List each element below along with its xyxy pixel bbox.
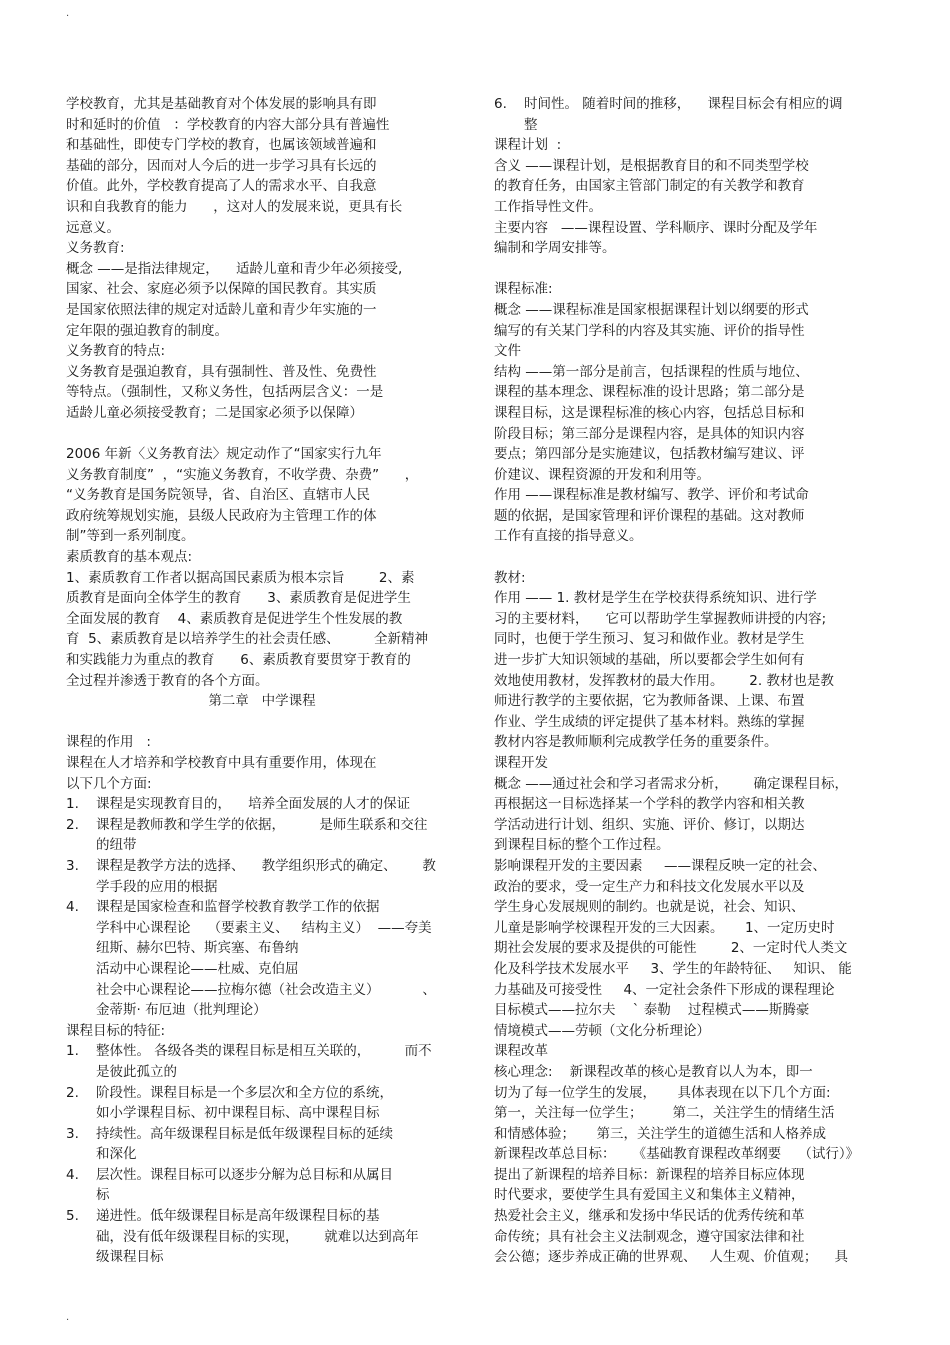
item-line: 课程是实现教育目的， 培养全面发展的人才的保证	[96, 796, 411, 813]
text-line: 课程的作用 :	[66, 734, 151, 751]
text-line: 命传统；具有社会主义法制观念，遵守国家法律和社	[494, 1228, 805, 1245]
text-line: 作业、学生成绩的评定提供了基本材料。熟练的掌握	[494, 713, 805, 730]
item-number: 3.	[66, 1125, 79, 1142]
left-column	[66, 94, 458, 1268]
text-line: 全过程并渗透于教育的各个方面。	[66, 672, 269, 689]
chapter-heading: 第二章 中学课程	[208, 693, 316, 710]
text-line: 作用 ——课程标准是教材编写、教学、评价和考试命	[494, 487, 809, 504]
item-line: 标	[96, 1187, 110, 1204]
text-line: 课程的基本理念、课程标准的设计思路；第二部分是	[494, 384, 805, 401]
text-line: 2006 年新〈义务教育法〉规定动作了“国家实行九年	[66, 446, 382, 463]
item-number: 6.	[494, 96, 507, 112]
text-line: 含义 ——课程计划，是根据教育目的和不同类型学校	[494, 157, 809, 174]
text-line: 和情感体验； 第三，关注学生的道德生活和人格养成	[494, 1125, 826, 1142]
text-line: 全面发展的教育 4、素质教育是促进学生个性发展的教	[66, 610, 403, 627]
text-line: 课程计划 :	[494, 137, 562, 154]
numbered-item	[66, 794, 458, 815]
text-line: 国家、社会、家庭必须予以保障的国民教育。其实质	[66, 281, 377, 298]
text-line: 新课程改革总目标： 《基础教育课程改革纲要 （试行）》	[494, 1146, 860, 1163]
text-line: 等特点。（强制性，又称义务性，包括两层含义：一是	[66, 384, 384, 401]
item-line: 学手段的应用的根据	[96, 878, 218, 895]
text-line: 义务教育制度” ，“实施义务教育，不收学费、杂费” ，	[66, 466, 419, 483]
text-line: 课程目标的特征:	[66, 1022, 166, 1039]
item-line: 是彼此孤立的	[96, 1063, 177, 1080]
text-line: 编制和学周安排等。	[494, 240, 616, 257]
text-line: 定年限的强迫教育的制度。	[66, 322, 228, 339]
numbered-item	[66, 1083, 458, 1124]
text-line: 再根据这一目标选择某一个学科的教学内容和相关教	[494, 796, 805, 813]
text-line: 力基础及可接受性 4、一定社会条件下形成的课程理论	[494, 981, 835, 998]
item-number: 4.	[66, 1166, 79, 1183]
item-line: 金蒂斯· 布厄迪（批判理论）	[96, 1002, 267, 1019]
item-line: 活动中心课程论——杜威、克伯屈	[96, 960, 299, 977]
text-line: 影响课程开发的主要因素 ——课程反映一定的社会、	[494, 857, 826, 874]
text-line: 时代要求，要使学生具有爱国主义和集体主义精神，	[494, 1187, 805, 1204]
text-line: 会公德；逐步养成正确的世界观、 人生观、价值观； 具	[494, 1249, 849, 1266]
text-line: 教材内容是教师顺利完成教学任务的重要条件。	[494, 734, 778, 751]
item-number: 3.	[66, 857, 79, 874]
text-line: 作用 —— 1. 教材是学生在学校获得系统知识、进行学	[494, 590, 817, 607]
blank-line	[494, 547, 886, 568]
text-line: 情境模式——劳顿（文化分析理论）	[494, 1022, 710, 1039]
text-line: 的教育任务，由国家主管部门制定的有关教学和教育	[494, 178, 805, 195]
item-number: 2.	[66, 1084, 79, 1101]
text-line: 编写的有关某门学科的内容及其实施、评价的指导性	[494, 322, 805, 339]
text-line: 课程目标，这是课程标准的核心内容，包括总目标和	[494, 404, 805, 421]
item-line: 如小学课程目标、初中课程目标、高中课程目标	[96, 1105, 380, 1122]
text-line: 义务教育:	[66, 240, 125, 257]
item-body	[96, 897, 458, 1021]
text-line: 和实践能力为重点的教育 6、素质教育要贯穿于教育的	[66, 652, 411, 669]
text-line: 期社会发展的要求及提供的可能性 2、一定时代人类文	[494, 940, 848, 957]
item-line: 础，没有低年级课程目标的实现， 就难以达到高年	[96, 1228, 419, 1245]
text-line: 阶段目标；第三部分是课程内容，是具体的知识内容	[494, 425, 805, 442]
text-line: 文件	[494, 343, 521, 360]
blank-line	[66, 712, 458, 733]
text-line: 育 5、素质教育是以培养学生的社会责任感、 全新精神	[66, 631, 429, 648]
text-line: 价值。此外，学校教育提高了人的需求水平、自我意	[66, 178, 377, 195]
item-line: 和深化	[96, 1146, 137, 1163]
item-number: 5.	[66, 1208, 79, 1225]
text-line: 工作有直接的指导意义。	[494, 528, 643, 545]
item-body	[96, 815, 458, 856]
text-line: 热爱社会主义，继承和发扬中华民话的优秀传统和革	[494, 1208, 805, 1225]
item-body	[524, 94, 886, 135]
page-bottom-mark: .	[66, 1312, 70, 1323]
text-line: 政治的要求，受一定生产力和科技文化发展水平以及	[494, 878, 805, 895]
numbered-item	[66, 856, 458, 897]
item-body	[96, 794, 458, 815]
item-line: 级课程目标	[96, 1249, 164, 1266]
text-line: 学生身心发展规则的制约。也就是说，社会、知识、	[494, 899, 805, 916]
text-line: 效地使用教材，发挥教材的最大作用。 2. 教材也是教	[494, 672, 834, 689]
text-line: 政府统筹规划实施，县级人民政府为主管理工作的体	[66, 507, 377, 524]
item-line: 学科中心课程论 （要素主义、 结构主义） ——夸美	[96, 919, 432, 936]
text-line: “义务教育是国务院领导，省、自治区、直辖市人民	[66, 487, 370, 504]
text-line: 进一步扩大知识领域的基础，所以要都会学生如何有	[494, 652, 805, 669]
item-number: 2.	[66, 816, 79, 833]
text-line: 概念 ——通过社会和学习者需求分析， 确定课程目标，	[494, 775, 849, 792]
text-line: 适龄儿童必须接受教育；二是国家必须予以保障）	[66, 404, 363, 421]
text-line: 目标模式——拉尔夫 ` 泰勒 过程模式——斯腾豪	[494, 1002, 810, 1019]
text-line: 义务教育的特点:	[66, 343, 166, 360]
item-body	[96, 1206, 458, 1268]
text-line: 远意义。	[66, 219, 120, 236]
item-line: 递进性。低年级课程目标是高年级课程目标的基	[96, 1208, 380, 1225]
text-line: 提出了新课程的培养目标：新课程的培养目标应体现	[494, 1166, 805, 1183]
blank-line	[494, 259, 886, 280]
item-number: 1.	[66, 796, 79, 813]
item-line: 社会中心课程论——拉梅尔德（社会改造主义） 、	[96, 981, 436, 998]
numbered-item	[66, 1165, 458, 1206]
text-line: 教材:	[494, 569, 526, 586]
text-line: 同时，也便于学生预习、复习和做作业。教材是学生	[494, 631, 805, 648]
text-line: 课程标准:	[494, 281, 553, 298]
text-line: 义务教育是强迫教育，具有强制性、普及性、免费性	[66, 363, 377, 380]
item-body	[96, 1124, 458, 1165]
text-line: 习的主要材料， 它可以帮助学生掌握教师讲授的内容;	[494, 610, 827, 627]
right-column	[494, 94, 886, 1268]
text-line: 和基础性，即使专门学校的教育，也属该领域普遍和	[66, 137, 377, 154]
item-body	[96, 1165, 458, 1206]
item-line: 持续性。高年级课程目标是低年级课程目标的延续	[96, 1125, 393, 1142]
blank-line	[66, 424, 458, 445]
numbered-item	[66, 1124, 458, 1165]
text-line: 学校教育，尤其是基础教育对个体发展的影响具有即	[66, 96, 377, 112]
item-body	[96, 1041, 458, 1082]
text-line: 题的依据，是国家管理和评价课程的基础。这对教师	[494, 507, 805, 524]
item-line: 课程是国家检查和监督学校教育教学工作的依据	[96, 899, 380, 916]
text-line: 主要内容 ——课程设置、学科顺序、课时分配及学年	[494, 219, 818, 236]
item-number: 4.	[66, 899, 79, 916]
item-number: 1.	[66, 1043, 79, 1060]
item-line: 阶段性。课程目标是一个多层次和全方位的系统，	[96, 1084, 393, 1101]
numbered-item	[66, 1041, 458, 1082]
text-line: 切为了每一位学生的发展， 具体表现在以下几个方面:	[494, 1084, 831, 1101]
item-body	[96, 1083, 458, 1124]
text-line: 质教育是面向全体学生的教育 3、素质教育是促进学生	[66, 590, 411, 607]
text-line: 到课程目标的整个工作过程。	[494, 837, 670, 854]
text-line: 概念 ——课程标准是国家根据课程计划以纲要的形式	[494, 301, 809, 318]
text-line: 基础的部分，因而对人今后的进一步学习具有长远的	[66, 157, 377, 174]
item-line: 时间性。 随着时间的推移， 课程目标会有相应的调	[524, 96, 843, 112]
text-line: 课程改革	[494, 1043, 548, 1060]
text-line: 课程在人才培养和学校教育中具有重要作用，体现在	[66, 755, 377, 771]
item-line: 课程是教师教和学生学的依据， 是师生联系和交往	[96, 816, 428, 833]
text-line: 1、素质教育工作者以据高国民素质为根本宗旨 2、素	[66, 569, 415, 586]
item-line: 纽斯、赫尔巴特、斯宾塞、布鲁纳	[96, 940, 299, 957]
text-line: 学活动进行计划、组织、实施、评价、修订，以期达	[494, 816, 805, 833]
text-line: 是国家依照法律的规定对适龄儿童和青少年实施的一	[66, 301, 377, 318]
text-line: 核心理念: 新课程改革的核心是教育以人为本，即一	[494, 1063, 813, 1080]
text-line: 价建议、课程资源的开发和利用等。	[494, 466, 710, 483]
item-body	[96, 856, 458, 897]
text-line: 第一，关注每一位学生； 第二，关注学生的情绪生活	[494, 1105, 835, 1122]
numbered-item	[66, 897, 458, 1021]
text-line: 结构 ——第一部分是前言，包括课程的性质与地位、	[494, 363, 809, 380]
text-line: 工作指导性文件。	[494, 198, 602, 215]
text-line: 要点；第四部分是实施建议，包括教材编写建议、评	[494, 446, 805, 463]
text-line: 概念 ——是指法律规定， 适龄儿童和青少年必须接受,	[66, 260, 403, 277]
text-line: 以下几个方面:	[66, 775, 152, 792]
page-top-mark: .	[66, 8, 70, 19]
text-line: 时和延时的价值 ：学校教育的内容大部分具有普遍性	[66, 116, 390, 133]
item-line: 层次性。课程目标可以逐步分解为总目标和从属目	[96, 1166, 393, 1183]
numbered-item	[66, 815, 458, 856]
item-line: 的纽带	[96, 837, 137, 854]
item-line: 课程是教学方法的选择、 教学组织形式的确定、 教	[96, 857, 436, 874]
text-line: 儿童是影响学校课程开发的三大因素。 1、一定历史时	[494, 919, 835, 936]
item-line: 整体性。 各级各类的课程目标是相互关联的， 而不	[96, 1043, 432, 1060]
item-line: 整	[524, 116, 538, 133]
numbered-item	[494, 94, 886, 135]
numbered-item	[66, 1206, 458, 1268]
text-line: 素质教育的基本观点:	[66, 549, 193, 566]
text-line: 课程开发	[494, 755, 548, 771]
text-line: 制”等到一系列制度。	[66, 528, 195, 545]
text-line: 师进行教学的主要依据，它为教师备课、上课、布置	[494, 693, 805, 710]
text-line: 识和自我教育的能力 ，这对人的发展来说，更具有长	[66, 198, 403, 215]
text-line: 化及科学技术发展水平 3、学生的年龄特征、 知识、 能	[494, 960, 852, 977]
